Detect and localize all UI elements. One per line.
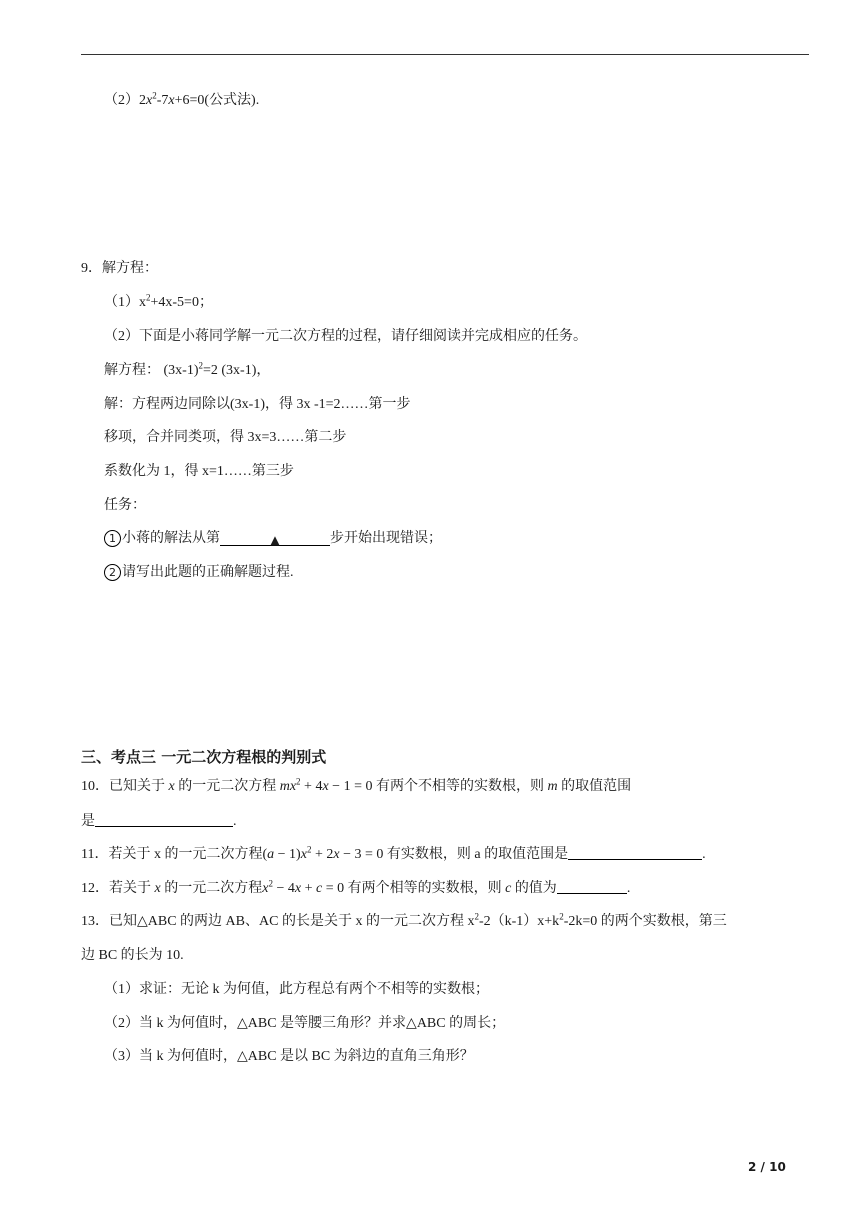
q13-superscript-1: 2 bbox=[474, 911, 479, 922]
q9-equation-prefix: 解方程： (3x-1) bbox=[104, 363, 199, 378]
q11-eq3: − 3 = 0 bbox=[339, 847, 384, 862]
q12-mid: 的一元二次方程 bbox=[160, 881, 263, 896]
q13-part3: （3）当 k 为何值时，△ABC 是以 BC 为斜边的直角三角形？ bbox=[104, 1049, 474, 1064]
page-number: 2 / 10 bbox=[748, 1160, 786, 1174]
q13-part2: （2）当 k 为何值时，△ABC 是等腰三角形？并求△ABC 的周长； bbox=[104, 1016, 506, 1031]
q8-part2 bbox=[104, 92, 259, 110]
header-rule bbox=[81, 54, 809, 55]
q10-var-m: m bbox=[547, 779, 558, 794]
circled-number-1: 1 bbox=[104, 530, 121, 547]
q13-line1-suffix: -2k=0 的两个实数根，第三 bbox=[563, 914, 727, 929]
q9-task2-text: 请写出此题的正确解题过程. bbox=[122, 565, 294, 580]
q12-superscript: 2 bbox=[268, 878, 273, 889]
q11-var-x2: x bbox=[333, 847, 340, 862]
q9-task1-prefix: 小蒋的解法从第 bbox=[122, 531, 220, 546]
q9-part2: （2）下面是小蒋同学解一元二次方程的过程，请仔细阅读并完成相应的任务。 bbox=[104, 329, 587, 344]
q9-equation-superscript: 2 bbox=[198, 360, 203, 371]
q10-line2-end: . bbox=[233, 814, 237, 829]
q11 bbox=[81, 845, 706, 864]
q12-var-x: x bbox=[154, 881, 161, 896]
q12 bbox=[81, 879, 630, 898]
q9-part1-suffix: +4x-5=0； bbox=[150, 295, 213, 310]
q12-period: . bbox=[626, 881, 631, 896]
q8-suffix: +6=0(公式法). bbox=[174, 93, 260, 108]
q12-eq-x: x bbox=[262, 881, 269, 896]
q10-eq-superscript: 2 bbox=[296, 776, 301, 787]
q11-answer-blank[interactable] bbox=[568, 845, 702, 860]
q10-mid: 的一元二次方程 bbox=[174, 779, 280, 794]
q9-task1 bbox=[104, 530, 442, 548]
q9-title: 9．解方程： bbox=[81, 261, 158, 276]
q9-step1: 解：方程两边同除以(3x-1)，得 3x -1=2……第一步 bbox=[104, 397, 411, 412]
q9-task2 bbox=[104, 564, 294, 582]
q9-task-label: 任务： bbox=[104, 498, 146, 513]
q10-line1 bbox=[81, 778, 631, 796]
q10-line2 bbox=[81, 812, 237, 831]
q11-var-a: a bbox=[267, 847, 275, 862]
q11-end: . bbox=[702, 847, 706, 862]
q12-prefix: 12．若关于 bbox=[81, 881, 155, 896]
q12-var-c: c bbox=[505, 881, 512, 896]
q10-line2-prefix: 是 bbox=[81, 814, 95, 829]
q11-var-x: x bbox=[300, 847, 307, 862]
q9-part1-superscript: 2 bbox=[146, 292, 151, 303]
q8-superscript: 2 bbox=[152, 90, 157, 101]
q9-equation-suffix: =2 (3x-1)， bbox=[203, 363, 271, 378]
q9-task1-answer-blank[interactable] bbox=[220, 531, 330, 546]
q12-eq1: − 4 bbox=[272, 881, 295, 896]
q13-line1-mid: -2（k-1）x+k bbox=[478, 914, 560, 929]
q12-suffix: 有两个相等的实数根，则 bbox=[344, 881, 506, 896]
q11-superscript: 2 bbox=[306, 844, 312, 855]
q12-eq-c: c bbox=[315, 881, 323, 896]
section-3-heading: 三、考点三 一元二次方程根的判别式 bbox=[81, 748, 327, 766]
q12-eq2: + bbox=[301, 881, 316, 896]
q12-answer-blank[interactable] bbox=[557, 879, 627, 894]
q10-eq-plus4: + 4 bbox=[300, 779, 323, 794]
q10-end: 的取值范围 bbox=[557, 779, 632, 794]
q13-line1 bbox=[81, 913, 727, 931]
q10-eq-mx: mx bbox=[279, 779, 297, 794]
q12-end: 的值为 bbox=[511, 881, 557, 896]
q10-eq-end: − 1 = 0 bbox=[328, 779, 373, 794]
q9-step2: 移项，合并同类项，得 3x=3……第二步 bbox=[104, 430, 347, 445]
triangle-marker-icon: ▲ bbox=[270, 533, 280, 547]
q13-part1: （1）求证：无论 k 为何值，此方程总有两个不相等的实数根； bbox=[104, 982, 489, 997]
q9-part1-prefix: （1）x bbox=[104, 295, 146, 310]
q10-eq-x: x bbox=[322, 779, 329, 794]
q10-prefix: 10．已知关于 bbox=[81, 779, 169, 794]
q9-task1-suffix: 步开始出现错误； bbox=[330, 531, 442, 546]
q13-line1-prefix: 13．已知△ABC 的两边 AB、AC 的长是关于 x 的一元二次方程 x bbox=[81, 914, 475, 929]
q8-mid: -7 bbox=[156, 93, 169, 108]
q11-eq2: + 2 bbox=[311, 847, 334, 862]
q9-equation bbox=[104, 362, 270, 380]
q11-prefix: 11．若关于 x 的一元二次方程( bbox=[81, 847, 268, 862]
q8-part2-prefix: （2）2 bbox=[104, 93, 146, 108]
q10-answer-blank[interactable] bbox=[95, 812, 233, 827]
q10-var-x: x bbox=[168, 779, 175, 794]
q12-eq-x2: x bbox=[294, 881, 302, 896]
q13-superscript-2: 2 bbox=[559, 911, 564, 922]
q11-suffix: 有实数根，则 a 的取值范围是 bbox=[383, 847, 569, 862]
q12-eq3: = 0 bbox=[322, 881, 345, 896]
q9-step3: 系数化为 1，得 x=1……第三步 bbox=[104, 464, 294, 479]
q8-var-x2: x bbox=[168, 93, 175, 108]
q11-eq1: − 1) bbox=[274, 847, 301, 862]
q13-line2: 边 BC 的长为 10. bbox=[81, 948, 184, 963]
q10-suffix: 有两个不相等的实数根，则 bbox=[372, 779, 548, 794]
q8-var-x: x bbox=[146, 93, 153, 108]
q9-part1 bbox=[104, 294, 213, 312]
circled-number-2: 2 bbox=[104, 564, 121, 581]
